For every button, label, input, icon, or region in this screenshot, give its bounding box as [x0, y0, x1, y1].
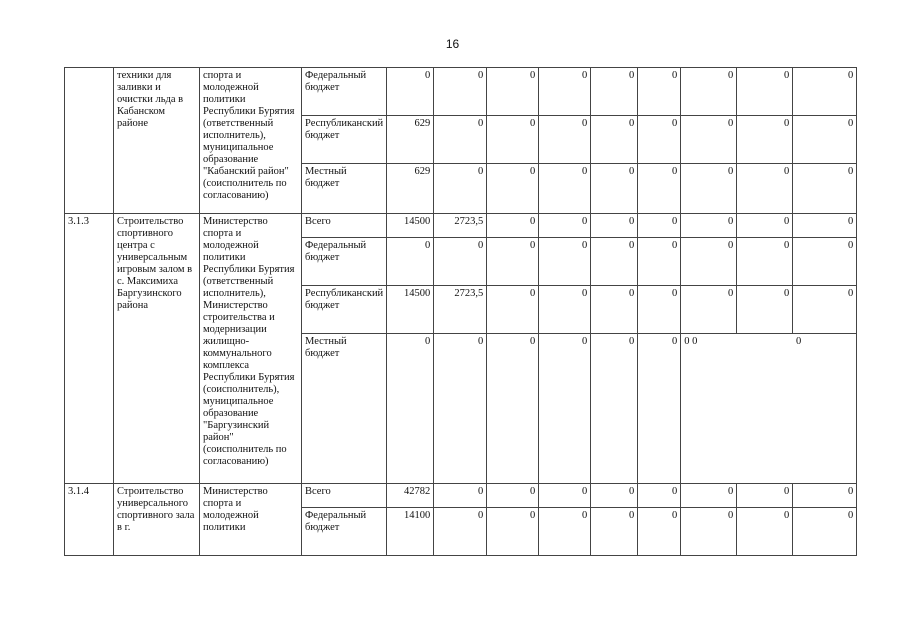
budget-table	[64, 67, 857, 556]
value-cell: 0	[539, 508, 591, 556]
measure-name: Строительство спортивного центра с универсальным игровым залом в с. Максимиха Баргузинского района	[114, 214, 200, 484]
value-cell: 0	[793, 508, 857, 556]
funding-source: Местный бюджет	[302, 334, 387, 484]
value-cell: 0	[638, 116, 681, 164]
value-cell: 0	[487, 214, 539, 238]
value-cell: 0	[737, 508, 793, 556]
funding-source: Всего	[302, 484, 387, 508]
value-cell: 0	[793, 116, 857, 164]
value-cell: 0	[487, 116, 539, 164]
value-cell: 0	[793, 214, 857, 238]
value-cell: 0	[737, 484, 793, 508]
value-cell: 0	[793, 68, 857, 116]
value-cell: 0	[434, 238, 487, 286]
table-row	[65, 214, 857, 238]
value-cell: 0	[638, 508, 681, 556]
page-number: 16	[445, 37, 460, 51]
funding-source: Федеральный бюджет	[302, 238, 387, 286]
value-cell: 0	[638, 484, 681, 508]
value-cell: 0	[681, 116, 737, 164]
value-cell: 0	[434, 68, 487, 116]
value-cell: 0	[737, 214, 793, 238]
value-cell: 0	[681, 286, 737, 334]
value-cell: 629	[387, 164, 434, 214]
value-cell: 0	[737, 68, 793, 116]
value-cell: 0	[681, 508, 737, 556]
value-cell: 0	[539, 164, 591, 214]
value-cell: 0	[681, 68, 737, 116]
value-cell: 0	[737, 164, 793, 214]
value-cell: 0	[681, 164, 737, 214]
value-cell: 0	[591, 508, 638, 556]
value-cell: 0	[539, 116, 591, 164]
value-cell: 0	[681, 484, 737, 508]
measure-name: Строительство универсального спортивного зала в г.	[114, 484, 200, 556]
value-cell: 0	[487, 334, 539, 484]
value-cell: 0	[387, 68, 434, 116]
measure-code	[65, 68, 114, 214]
value-cell: 0	[591, 286, 638, 334]
funding-source: Республиканский бюджет	[302, 286, 387, 334]
value-cell: 14500	[387, 286, 434, 334]
measure-name: техники для заливки и очистки льда в Кабанском районе	[114, 68, 200, 214]
value-cell: 0	[487, 484, 539, 508]
value-cell: 0	[591, 484, 638, 508]
value-cell: 0	[487, 164, 539, 214]
value-cell: 629	[387, 116, 434, 164]
value-cell: 0	[591, 238, 638, 286]
executor-cell: Министерство спорта и молодежной политики Республики Бурятия (ответственный исполнитель), Министерство строительства и модернизации жилищно-коммунального комплекса Республики Бурятия (соисполнитель), муниципальное образование "Баргузинский район" (соисполнитель по согласованию)	[200, 214, 302, 484]
executor-cell: спорта и молодежной политики Республики Бурятия (ответственный исполнитель), муниципальное образование "Кабанский район" (соисполнитель по согласованию)	[200, 68, 302, 214]
funding-source: Федеральный бюджет	[302, 508, 387, 556]
value-cell: 0	[434, 116, 487, 164]
funding-source: Местный бюджет	[302, 164, 387, 214]
value-cell: 0	[591, 334, 638, 484]
executor-cell: Министерство спорта и молодежной политики	[200, 484, 302, 556]
value-cell: 0	[793, 238, 857, 286]
measure-code: 3.1.3	[65, 214, 114, 484]
value-cell: 0	[638, 334, 681, 484]
value-cell: 0	[591, 116, 638, 164]
value-cell: 0	[487, 238, 539, 286]
value-cell: 0 0	[684, 336, 698, 347]
value-cell: 0	[539, 286, 591, 334]
value-cell: 0	[737, 286, 793, 334]
value-cell: 0	[487, 286, 539, 334]
value-cell: 0	[638, 164, 681, 214]
value-cell: 14500	[387, 214, 434, 238]
value-cell: 0	[737, 238, 793, 286]
funding-source: Республиканский бюджет	[302, 116, 387, 164]
value-cell: 0	[793, 484, 857, 508]
value-cell: 2723,5	[434, 214, 487, 238]
funding-source: Всего	[302, 214, 387, 238]
funding-source: Федеральный бюджет	[302, 68, 387, 116]
value-cell: 0	[638, 286, 681, 334]
value-cell: 0	[638, 68, 681, 116]
value-cell: 0	[434, 164, 487, 214]
value-cell: 0	[795, 336, 802, 347]
value-cell: 0	[638, 214, 681, 238]
value-cell: 0	[638, 238, 681, 286]
value-cell: 0	[539, 214, 591, 238]
value-cell: 0	[591, 164, 638, 214]
value-cell: 0	[487, 508, 539, 556]
value-cell: 42782	[387, 484, 434, 508]
value-cell: 0	[387, 334, 434, 484]
value-cell: 0	[793, 286, 857, 334]
value-cell: 0	[539, 334, 591, 484]
value-cell: 0	[539, 68, 591, 116]
measure-code: 3.1.4	[65, 484, 114, 556]
value-cell: 0	[539, 238, 591, 286]
value-cell: 0	[434, 334, 487, 484]
table-row	[65, 484, 857, 508]
value-cell: 2723,5	[434, 286, 487, 334]
value-cell: 0	[539, 484, 591, 508]
value-cell: 0	[681, 238, 737, 286]
value-cell: 0	[434, 484, 487, 508]
table-row	[65, 68, 857, 116]
value-cell: 0	[737, 116, 793, 164]
value-cell: 0	[681, 214, 737, 238]
value-cell: 0	[591, 68, 638, 116]
value-cell: 0	[487, 68, 539, 116]
value-cell: 0	[591, 214, 638, 238]
value-cell: 14100	[387, 508, 434, 556]
merged-value-cell	[681, 334, 857, 484]
value-cell: 0	[793, 164, 857, 214]
value-cell: 0	[434, 508, 487, 556]
value-cell: 0	[387, 238, 434, 286]
